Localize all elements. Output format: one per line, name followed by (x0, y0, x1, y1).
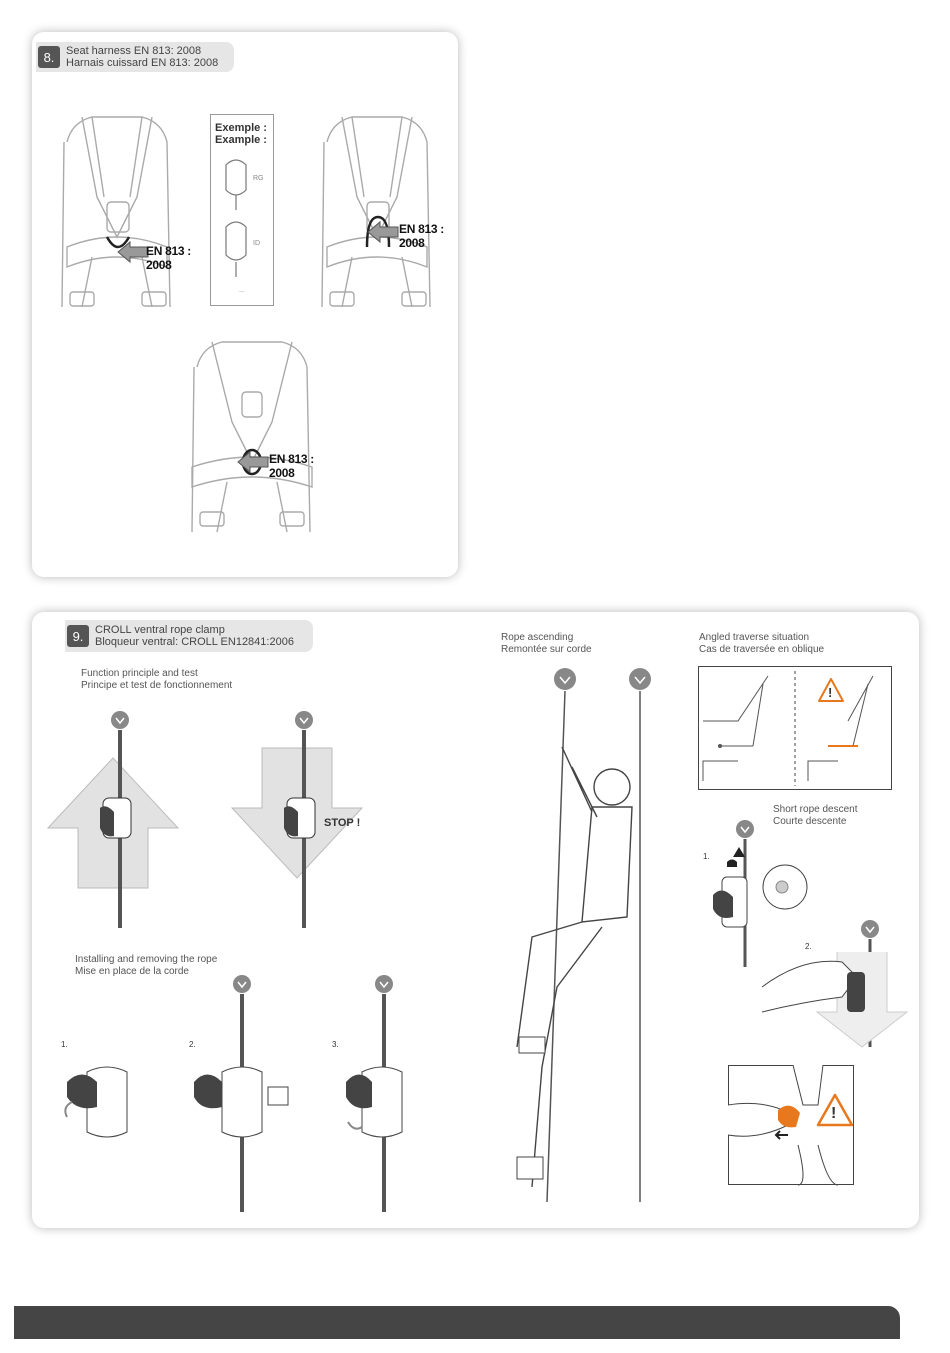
example-item-id: ID (253, 240, 260, 247)
arrow-icon (368, 222, 398, 242)
stop-label: STOP ! (324, 817, 361, 829)
en813-label-2 (399, 222, 444, 250)
section-9-title-fr: Bloqueur ventral: CROLL EN12841:2006 (95, 636, 294, 648)
croll-open-illustration (57, 1052, 157, 1152)
harness-illustration-bottom (182, 332, 322, 542)
section-8-header (36, 42, 234, 72)
section-9-title-en: CROLL ventral rope clamp (95, 624, 225, 636)
croll-up-illustration (48, 708, 178, 928)
descent-step-1: 1. (703, 852, 710, 861)
en813-label-3-line1: EN 813 : (269, 452, 314, 466)
rope-ascending-illustration (487, 667, 667, 1202)
en813-label-3 (269, 452, 314, 480)
install-step-3: 3. (332, 1040, 339, 1049)
function-caption-fr: Principe et test de fonctionnement (81, 680, 233, 691)
section-8-title-en: Seat harness EN 813: 2008 (66, 45, 202, 57)
descent-caption-en: Short rope descent (773, 804, 858, 815)
arrow-icon (238, 452, 268, 472)
ascending-caption-en: Rope ascending (501, 632, 574, 643)
descent-step2-illustration (762, 917, 912, 1047)
en813-label-2-line1: EN 813 : (399, 222, 444, 236)
section-8-number: 8. (38, 46, 60, 68)
descent-warning-symbol: ! (831, 1105, 837, 1122)
function-caption-en: Function principle and test (81, 668, 198, 679)
installing-caption-fr: Mise en place de la corde (75, 966, 189, 977)
rig-device-icon (221, 155, 251, 210)
install-step-2: 2. (189, 1040, 196, 1049)
section-8-panel (32, 32, 458, 577)
section-9-header (65, 620, 313, 652)
section-9-panel (32, 612, 919, 1228)
harness-illustration-side (312, 107, 442, 317)
croll-insert-illustration (182, 972, 292, 1212)
example-title-2: Example : (215, 134, 267, 146)
footer-bar (14, 1306, 900, 1339)
en813-label-1-line2: 2008 (146, 258, 172, 272)
en813-label-2-line2: 2008 (399, 236, 425, 250)
traverse-caption-en: Angled traverse situation (699, 632, 810, 643)
function-caption (81, 668, 232, 692)
en813-label-3-line2: 2008 (269, 466, 295, 480)
ascending-caption (501, 632, 592, 656)
installing-caption-en: Installing and removing the rope (75, 954, 218, 965)
en813-label-1 (146, 244, 191, 272)
install-step-1: 1. (61, 1040, 68, 1049)
traverse-caption-fr: Cas de traversée en oblique (699, 644, 825, 655)
en813-label-1-line1: EN 813 : (146, 244, 191, 258)
descent-step-2: 2. (805, 942, 812, 951)
section-9-number: 9. (67, 625, 89, 647)
descent-detail-illustration (728, 1065, 854, 1185)
example-item-more: ... (239, 287, 245, 294)
example-title-1: Exemple : (215, 122, 267, 134)
arrow-icon (118, 242, 148, 262)
harness-illustration-front (52, 107, 182, 317)
traverse-illustration (698, 666, 892, 790)
example-item-rg: RG (253, 175, 264, 182)
section-8-title-fr: Harnais cuissard EN 813: 2008 (66, 57, 219, 69)
traverse-warning-symbol: ! (828, 685, 833, 700)
croll-close-illustration (332, 972, 432, 1212)
descent-caption-fr: Courte descente (773, 816, 847, 827)
example-box (210, 114, 274, 306)
traverse-caption (699, 632, 824, 656)
ascending-caption-fr: Remontée sur corde (501, 644, 592, 655)
id-device-icon (221, 217, 251, 277)
